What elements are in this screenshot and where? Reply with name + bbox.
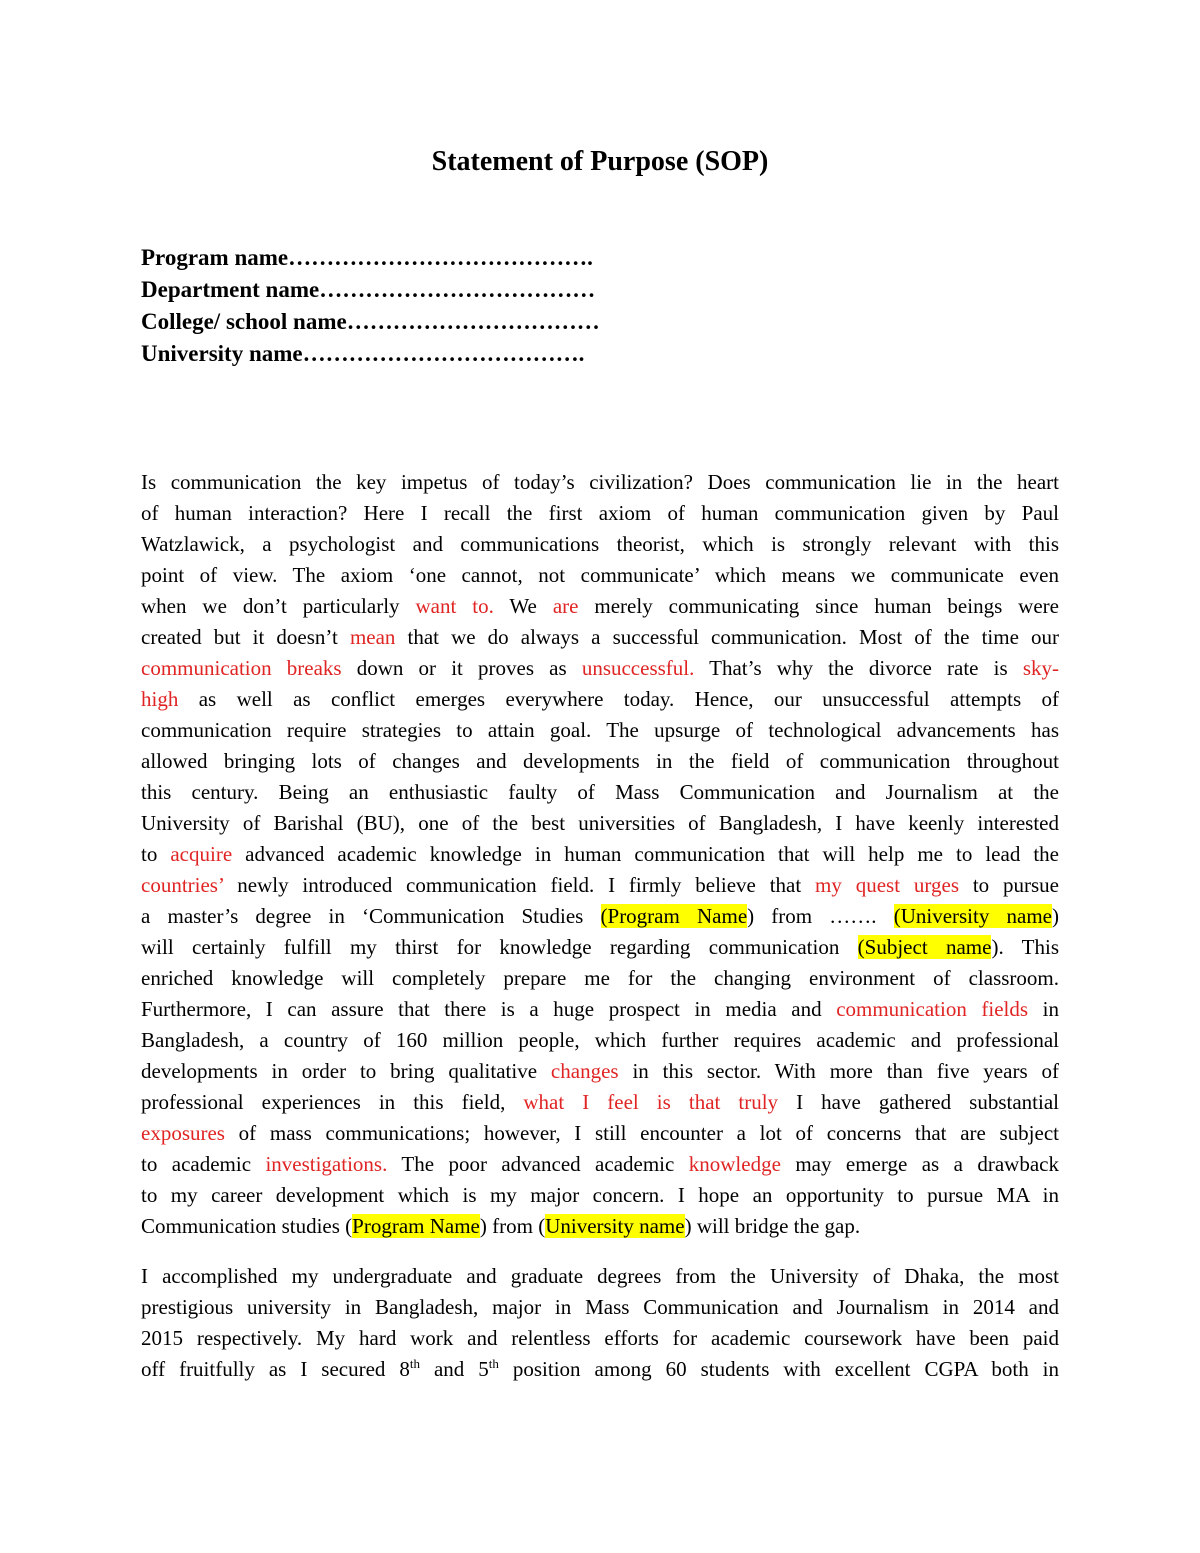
text-run: that we do always a successful communication. Most of the time our: [395, 625, 1059, 649]
header-fields: [141, 242, 1041, 370]
text-line: [141, 653, 1059, 684]
text-line: [141, 591, 1059, 622]
text-run: point of view. The axiom ‘one cannot, not communicate’ which means we communicate even: [141, 563, 1059, 587]
text-line: [141, 498, 1059, 529]
text-run: enriched knowledge will completely prepare me for the changing environment of classroom.: [141, 966, 1059, 990]
highlighted-placeholder: (Program Name: [600, 904, 748, 928]
text-run: allowed bringing lots of changes and developments in the field of communication throughout: [141, 749, 1059, 773]
emphasized-text: investigations.: [265, 1152, 388, 1176]
emphasized-text: communication fields: [836, 997, 1029, 1021]
text-run: ) will bridge the gap.: [684, 1214, 861, 1238]
paragraph-2: [141, 1261, 1059, 1385]
emphasized-text: what I feel is that truly: [523, 1090, 779, 1114]
text-run: The poor advanced academic: [387, 1152, 689, 1176]
text-run: position among 60 students with excellent CGPA both in: [498, 1357, 1060, 1381]
text-line: [141, 1025, 1059, 1056]
text-run: I accomplished my undergraduate and graduate degrees from the University of Dhaka, the most: [141, 1264, 1059, 1288]
text-line: [141, 901, 1059, 932]
highlighted-placeholder: University name: [545, 1214, 685, 1238]
text-line: [141, 622, 1059, 653]
text-run: in: [1028, 997, 1059, 1021]
text-run: may emerge as a drawback: [780, 1152, 1059, 1176]
text-run: will certainly fulfill my thirst for knowledge regarding communication: [141, 935, 858, 959]
ordinal-suffix: th: [488, 1356, 499, 1371]
emphasized-text: communication breaks: [141, 656, 342, 680]
emphasized-text: high: [141, 687, 179, 711]
university-name-field: University name……………………………….: [141, 341, 585, 366]
text-run: to pursue: [959, 873, 1059, 897]
text-line: [141, 746, 1059, 777]
text-run: to: [141, 842, 171, 866]
emphasized-text: my quest urges: [815, 873, 959, 897]
text-run: Watzlawick, a psychologist and communications theorist, which is strongly relevant with this: [141, 532, 1059, 556]
text-run: newly introduced communication field. I firmly believe that: [223, 873, 816, 897]
college-school-name-field: College/ school name……………………………: [141, 309, 600, 334]
emphasized-text: are: [552, 594, 579, 618]
text-run: professional experiences in this field,: [141, 1090, 524, 1114]
text-line: [141, 1149, 1059, 1180]
text-line: [141, 715, 1059, 746]
text-line: [141, 1354, 1059, 1385]
text-run: Is communication the key impetus of today’s civilization? Does communication lie in the heart: [141, 470, 1059, 494]
text-run: prestigious university in Bangladesh, major in Mass Communication and Journalism in 2014 and: [141, 1295, 1059, 1319]
text-run: as well as conflict emerges everywhere today. Hence, our unsuccessful attempts of: [178, 687, 1059, 711]
emphasized-text: acquire: [170, 842, 233, 866]
text-line: [141, 1056, 1059, 1087]
text-line: [141, 1180, 1059, 1211]
text-run: created but it doesn’t: [141, 625, 350, 649]
text-run: when we don’t particularly: [141, 594, 416, 618]
emphasized-text: want to.: [415, 594, 494, 618]
document-body: [141, 467, 1059, 1385]
text-line: [141, 1118, 1059, 1149]
text-run: merely communicating since human beings were: [578, 594, 1059, 618]
paragraph-1: [141, 467, 1059, 1242]
text-run: to my career development which is my major concern. I hope an opportunity to pursue MA in: [141, 1183, 1059, 1207]
text-run: down or it proves as: [341, 656, 582, 680]
text-run: University of Barishal (BU), one of the best universities of Bangladesh, I have keenly interested: [141, 811, 1059, 835]
highlighted-placeholder: (University name: [893, 904, 1052, 928]
text-run: off fruitfully as I secured 8: [141, 1357, 410, 1381]
text-line: [141, 963, 1059, 994]
text-run: I have gathered substantial: [778, 1090, 1059, 1114]
text-run: and 5: [420, 1357, 489, 1381]
text-run: 2015 respectively. My hard work and relentless efforts for academic coursework have been paid: [141, 1326, 1059, 1350]
emphasized-text: unsuccessful.: [581, 656, 695, 680]
text-run: to academic: [141, 1152, 266, 1176]
text-run: of human interaction? Here I recall the first axiom of human communication given by Paul: [141, 501, 1059, 525]
department-name-field: Department name………………………………: [141, 277, 596, 302]
text-run: Furthermore, I can assure that there is a huge prospect in media and: [141, 997, 837, 1021]
text-run: We: [493, 594, 553, 618]
emphasized-text: countries’: [141, 873, 224, 897]
text-run: That’s why the divorce rate is: [694, 656, 1023, 680]
text-run: developments in order to bring qualitative: [141, 1059, 551, 1083]
text-line: [141, 560, 1059, 591]
text-line: [141, 932, 1059, 963]
ordinal-suffix: th: [409, 1356, 421, 1371]
text-run: ): [1052, 904, 1059, 928]
text-run: of mass communications; however, I still encounter a lot of concerns that are subject: [224, 1121, 1059, 1145]
emphasized-text: changes: [550, 1059, 619, 1083]
text-run: Bangladesh, a country of 160 million people, which further requires academic and professional: [141, 1028, 1059, 1052]
text-run: ) from …….: [747, 904, 894, 928]
text-line: [141, 994, 1059, 1025]
text-run: communication require strategies to attain goal. The upsurge of technological advancements has: [141, 718, 1059, 742]
text-line: [141, 1323, 1059, 1354]
program-name-field: Program name………………………………….: [141, 245, 593, 270]
emphasized-text: knowledge: [688, 1152, 781, 1176]
document-title: Statement of Purpose (SOP): [431, 146, 769, 177]
text-line: [141, 1261, 1059, 1292]
text-line: [141, 684, 1059, 715]
text-run: a master’s degree in ‘Communication Studies: [141, 904, 601, 928]
text-run: in this sector. With more than five years of: [618, 1059, 1059, 1083]
emphasized-text: exposures: [141, 1121, 225, 1145]
text-run: advanced academic knowledge in human communication that will help me to lead the: [232, 842, 1059, 866]
text-line: [141, 529, 1059, 560]
highlighted-placeholder: (Subject name: [857, 935, 992, 959]
text-line: [141, 870, 1059, 901]
text-line: [141, 777, 1059, 808]
text-line: [141, 808, 1059, 839]
text-line: [141, 1292, 1059, 1323]
text-run: this century. Being an enthusiastic faulty of Mass Communication and Journalism at the: [141, 780, 1059, 804]
emphasized-text: mean: [349, 625, 396, 649]
text-run: ) from (: [479, 1214, 546, 1238]
text-line: [141, 467, 1059, 498]
text-line: [141, 1211, 1059, 1242]
text-line: [141, 1087, 1059, 1118]
text-run: Communication studies (: [141, 1214, 353, 1238]
emphasized-text: sky-: [1022, 656, 1059, 680]
highlighted-placeholder: Program Name: [352, 1214, 480, 1238]
text-run: ). This: [991, 935, 1059, 959]
text-line: [141, 839, 1059, 870]
